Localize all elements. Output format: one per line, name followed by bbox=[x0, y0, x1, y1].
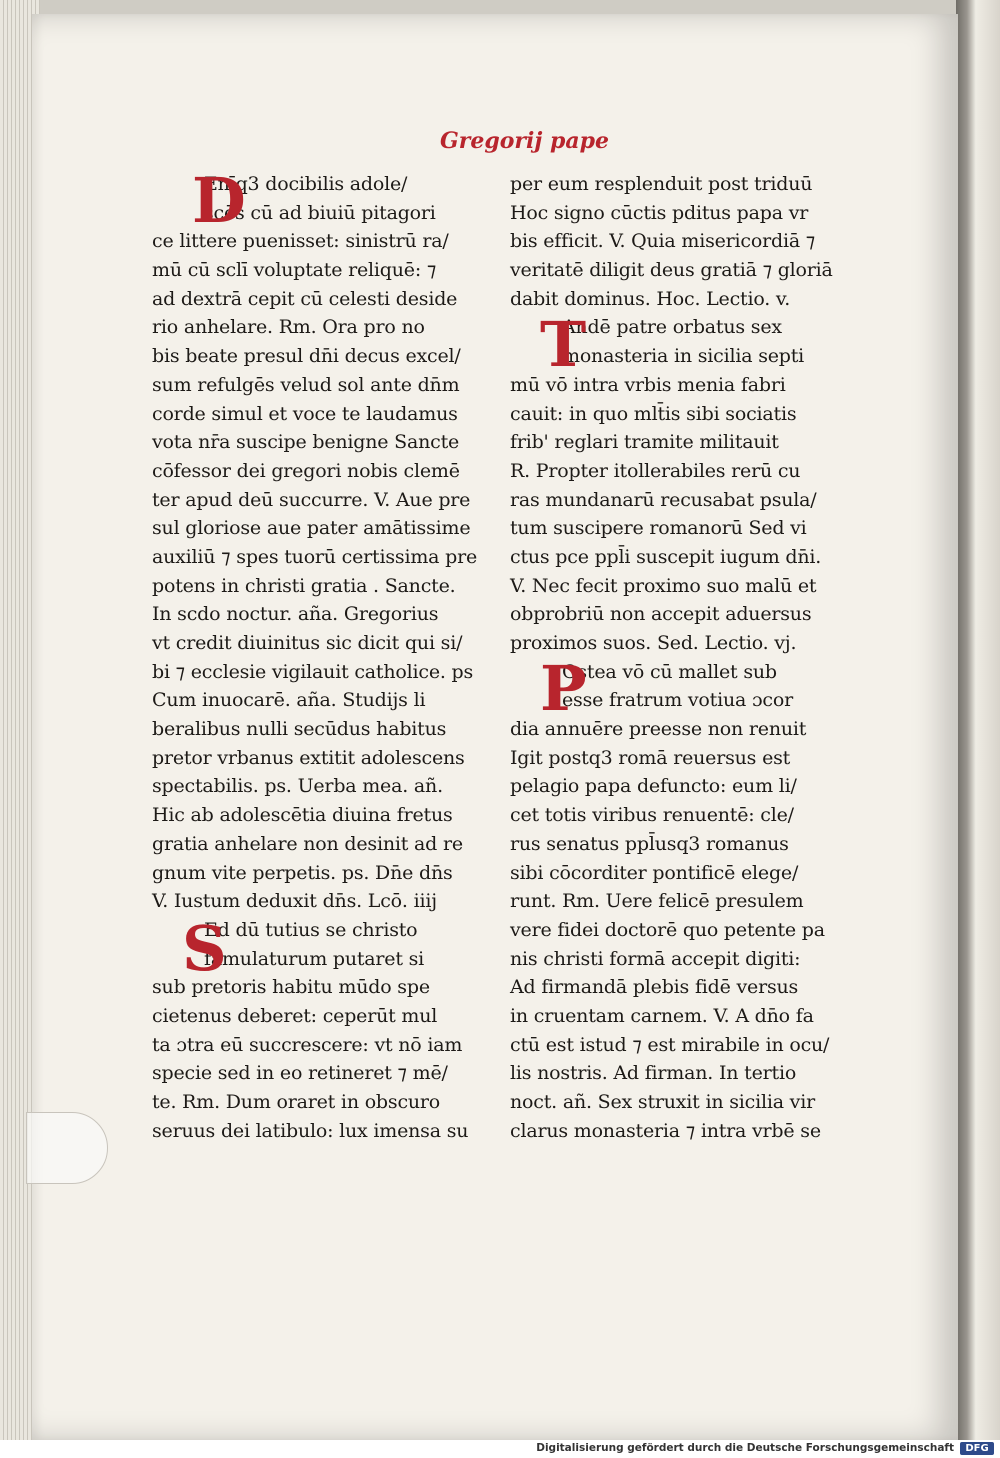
left-column-line: rio anhelare. Rm. Ora pro no bbox=[152, 316, 425, 339]
left-column-line: Enīq3 docibilis adole/ bbox=[204, 173, 408, 195]
right-column-line: Igit postq3 romā reuersus est bbox=[510, 746, 791, 769]
left-column-line: beralibus nulli secūdus habitus bbox=[152, 718, 447, 741]
left-column-line: Hic ab adolescētia diuina fretus bbox=[152, 804, 453, 827]
right-column-line: Ostea vō cū mallet sub bbox=[562, 660, 777, 683]
left-column-line: ce littere puenisset: sinistrū ra/ bbox=[152, 230, 449, 253]
page-tab-marker bbox=[26, 1112, 108, 1184]
right-column-line: per eum resplenduit post triduū bbox=[510, 173, 813, 195]
right-column-line: cet totis viribus renuentē: cle/ bbox=[510, 804, 794, 827]
left-column-line: spectabilis. ps. Uerba mea. añ. bbox=[152, 775, 443, 798]
right-column-line: Andē patre orbatus sex bbox=[562, 316, 782, 339]
funding-credit: Digitalisierung gefördert durch die Deutsche Forschungsgemeinschaft bbox=[536, 1442, 954, 1454]
right-column-line: R. Propter itollerabiles rerū cu bbox=[510, 459, 801, 482]
left-column-line: vota nr̄a suscipe benigne Sancte bbox=[152, 431, 460, 454]
right-column-line: V. Nec fecit proximo suo malū et bbox=[510, 574, 817, 597]
left-column-line: specie sed in eo retineret ⁊ mē/ bbox=[152, 1062, 448, 1085]
left-column-line: cōfessor dei gregori nobis clemē bbox=[152, 459, 460, 482]
left-column-line: seruus dei latibulo: lux imensa su bbox=[152, 1119, 469, 1142]
left-column-line: sum refulgēs velud sol ante dn̄m bbox=[152, 373, 460, 396]
left-column-line: ad dextrā cepit cū celesti deside bbox=[152, 287, 458, 310]
left-column-line: Cum inuocarē. aña. Studijs li bbox=[152, 689, 426, 712]
right-column-line: pelagio papa defuncto: eum li/ bbox=[510, 775, 797, 798]
right-column-line: runt. Rm. Uere felicē presulem bbox=[510, 890, 804, 913]
right-column-line: proximos suos. Sed. Lectio. vj. bbox=[510, 632, 797, 654]
right-column-line: esse fratrum votiua ɔcor bbox=[562, 689, 793, 712]
drop-cap-t: T bbox=[540, 308, 587, 381]
right-column-line: frib' reglari tramite militauit bbox=[510, 431, 779, 454]
right-column-line: vere fidei doctorē quo petente pa bbox=[510, 918, 825, 941]
drop-cap-p: P bbox=[540, 652, 587, 725]
right-column-line: ctus pce ppl̄i suscepit iugum dn̄i. bbox=[510, 545, 822, 568]
left-column-line: bi ⁊ ecclesie vigilauit catholice. ps bbox=[152, 660, 474, 683]
left-column-line: sub pretoris habitu mūdo spe bbox=[152, 976, 430, 999]
right-column-line: monasteria in sicilia septi bbox=[562, 345, 805, 368]
right-column-line: dia annuēre preesse non renuit bbox=[510, 718, 807, 741]
left-column-line: famulaturum putaret si bbox=[204, 947, 425, 970]
left-column-line: scēs cū ad biuiū pitagori bbox=[204, 201, 436, 224]
right-column-line: sibi cōcorditer pontificē elege/ bbox=[510, 861, 799, 884]
right-column-line: tum suscipere romanorū Sed vi bbox=[510, 517, 807, 540]
right-column-line: dabit dominus. Hoc. Lectio. v. bbox=[510, 287, 791, 310]
left-column-line: Ed dū tutius se christo bbox=[204, 918, 418, 941]
left-column-line: ter apud deū succurre. V. Aue pre bbox=[152, 488, 471, 511]
right-column-line: noct. añ. Sex struxit in sicilia vir bbox=[510, 1091, 815, 1113]
right-column-line: mū vō intra vrbis menia fabri bbox=[510, 373, 786, 396]
right-column-line: cauit: in quo mlt̄is sibi sociatis bbox=[510, 402, 797, 425]
left-column-line: mū cū sclī voluptate reliquē: ⁊ bbox=[152, 259, 437, 282]
left-column-line: ta ɔtra eū succrescere: vt nō iam bbox=[152, 1033, 463, 1056]
right-column-line: bis efficit. V. Quia misericordiā ⁊ bbox=[510, 230, 816, 253]
right-column-line: ras mundanarū recusabat psula/ bbox=[510, 488, 817, 511]
left-column-line: vt credit diuinitus sic dicit qui si/ bbox=[152, 632, 463, 654]
right-column-line: nis christi formā accepit digiti: bbox=[510, 947, 801, 970]
left-column-line: V. Iustum deduxit dn̄s. Lcō. iiij bbox=[152, 890, 437, 913]
dfg-logo: DFG bbox=[960, 1442, 994, 1455]
right-column-line: Ad firmandā plebis fidē versus bbox=[510, 976, 799, 999]
right-column-line: Hoc signo cūctis pditus papa vr bbox=[510, 201, 809, 224]
left-column-line: te. Rm. Dum oraret in obscuro bbox=[152, 1091, 441, 1113]
left-column-line: gnum vite perpetis. ps. Dn̄e dn̄s bbox=[152, 861, 453, 884]
digitization-footer bbox=[0, 1440, 1000, 1458]
left-column-line: cietenus deberet: ceperūt mul bbox=[152, 1004, 438, 1027]
right-column-line: ctū est istud ⁊ est mirabile in ocu/ bbox=[510, 1033, 830, 1056]
right-column-line: obprobriū non accepit aduersus bbox=[510, 603, 812, 626]
right-column-line: lis nostris. Ad firman. In tertio bbox=[510, 1062, 797, 1085]
left-column-line: pretor vrbanus extitit adolescens bbox=[152, 746, 465, 769]
running-header: Gregorij pape bbox=[440, 128, 610, 154]
right-column-line: clarus monasteria ⁊ intra vrbē se bbox=[510, 1119, 821, 1142]
right-column-line: veritatē diligit deus gratiā ⁊ gloriā bbox=[510, 259, 833, 282]
right-column-line: rus senatus ppl̄usq3 romanus bbox=[510, 832, 789, 855]
facing-page-edge bbox=[956, 0, 1000, 1440]
left-text-column bbox=[152, 164, 497, 1145]
left-column-line: sul gloriose aue pater amātissime bbox=[152, 517, 471, 540]
drop-cap-d: D bbox=[192, 164, 246, 237]
left-column-line: bis beate presul dn̄i decus excel/ bbox=[152, 345, 461, 368]
drop-cap-s: S bbox=[182, 912, 227, 985]
right-column-line: in cruentam carnem. V. A dn̄o fa bbox=[510, 1004, 814, 1027]
left-column-line: auxiliū ⁊ spes tuorū certissima pre bbox=[152, 545, 478, 568]
left-column-line: gratia anhelare non desinit ad re bbox=[152, 832, 463, 855]
left-column-line: potens in christi gratia . Sancte. bbox=[152, 574, 456, 597]
left-column-line: In scdo noctur. aña. Gregorius bbox=[152, 603, 439, 626]
left-column-line: corde simul et voce te laudamus bbox=[152, 402, 458, 425]
